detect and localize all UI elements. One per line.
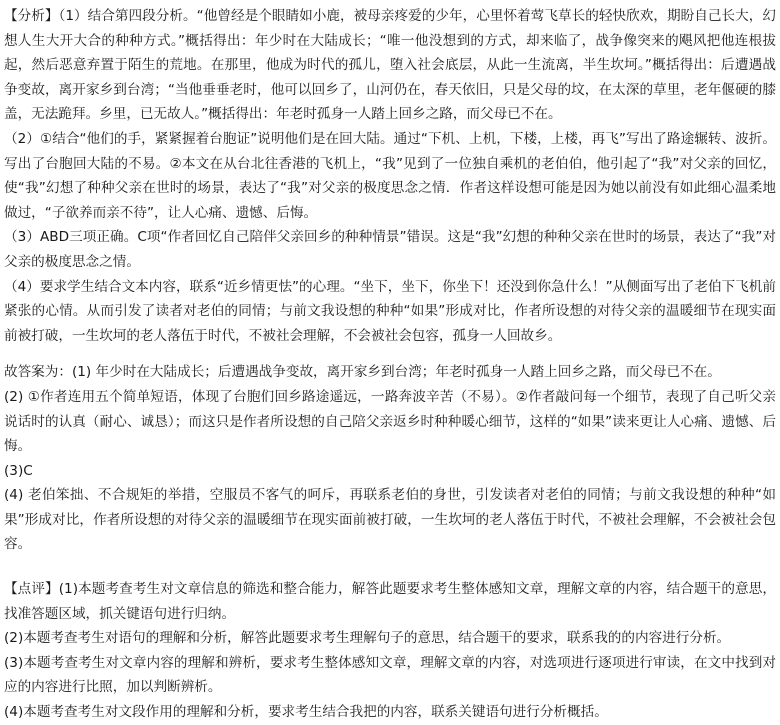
comment-paragraph-4: (4)本题考查考生对文段作用的理解和分析，要求考生结合我把的内容，联系关键语句进行分析概括。 [4,704,608,721]
comment-paragraph-3: (3)本题考查考生对文章内容的理解和辨析，要求考生整体感知文章，理解文章的内容，对选项进行逐项进行审读，在文中找到对应的内容进行比照，加以判断辨析。 [4,654,776,696]
analysis-paragraph-2: （2）①结合“他们的手，紧紧握着台胞证”说明他们是在回大陆。通过“下机、上机，下楼，上楼，再飞”写出了路途辗转、波折。写出了台胞回大陆的不易。②本文在从台北往香港的飞机上，“我”见到了一位独自乘机的老伯伯，他引起了“我”对父亲的回忆，使“我”幻想了种种父亲在世时的场景，表达了“我”对父亲的极度思念之情．作者这样设想可能是因为她以前没有如此细心温柔地做过，“子欲养而亲不待”，让人心痛、遗憾、后悔。 [4,130,776,221]
answer-paragraph-4: (4) 老伯笨拙、不合规矩的举措，空服员不客气的呵斥，再联系老伯的身世，引发读者对老伯的同情；与前文我设想的种种“如果”形成对比，作者所设想的对待父亲的温暖细节在现实面前被打破，一生坎坷的老人落伍于时代，不被社会理解，不会被社会包容。 [4,487,776,553]
comment-paragraph-1: 【点评】(1)本题考查考生对文章信息的筛选和整合能力，解答此题要求考生整体感知文章，理解文章的内容，结合题干的意思，找准答题区域，抓关键语句进行归纳。 [4,581,776,622]
analysis-paragraph-3: （3）ABD三项正确。C项“作者回忆自己陪伴父亲回乡的种种情景”错误。这是“我”幻想的种种父亲在世时的场景，表达了“我”对父亲的极度思念之情。 [4,229,776,270]
comment-section [4,577,776,725]
answer-paragraph-2: (2) ①作者连用五个简单短语，体现了台胞们回乡路途遥远，一路奔波辛苦（不易）。②作者敲问每一个细节，表现了自己听父亲说话时的认真（耐心、诚恳）；而这只是作者所设想的自己陪父亲返乡时种种暖心细节，这样的“如果”读来更让人心痛、遗憾、后悔。 [4,388,776,455]
analysis-paragraph-4: （4）要求学生结合文本内容，联系“近乡情更怯”的心理。“坐下，坐下，你坐下！还没到你急什么！”从侧面写出了老伯下飞机前紧张的心情。从而引发了读者对老伯的同情；与前文我设想的种种“如果”形成对比，作者所设想的对待父亲的温暖细节在现实面前被打破，一生坎坷的老人落伍于时代，不被社会理解，不会被社会包容，孤身一人回故乡。 [4,278,776,344]
comment-paragraph-2: (2)本题考查考生对语句的理解和分析，解答此题要求考生理解句子的意思，结合题干的要求，联系我的的内容进行分析。 [4,630,731,647]
section-gap [4,348,776,360]
answer-paragraph-3: (3)C [4,462,33,479]
answer-section [4,360,776,557]
answer-paragraph-1: 故答案为：(1) 年少时在大陆成长；后遭遇战争变故，离开家乡到台湾；年老时孤身一人踏上回乡之路，而父母已不在。 [4,364,721,381]
analysis-paragraph-1: 【分析】（1）结合第四段分析。“他曾经是个眼睛如小鹿，被母亲疼爱的少年，心里怀着莺飞草长的轻快欣欢，期盼自己长大，幻想人生大开大合的种种方式。”概括得出：年少时在大陆成长；“唯一他没想到的方式，却来临了，战争像突来的飓风把他连根拔起，然后恶意弃置于陌生的荒地。在那里，他成为时代的孤儿，堕入社会底层，从此一生流离，半生坎坷。”概括得出：后遭遇战争变故，离开家乡到台湾；“当他垂垂老时，他可以回乡了，山河仍在，春天依旧，只是父母的坟，在太深的草里，老年偃硬的膝盖，无法跪拜。乡里，已无故人。”概括得出：年老时孤身一人踏上回乡之路，而父母已不在。 [4,8,776,123]
analysis-section [4,4,776,348]
section-gap [4,557,776,577]
